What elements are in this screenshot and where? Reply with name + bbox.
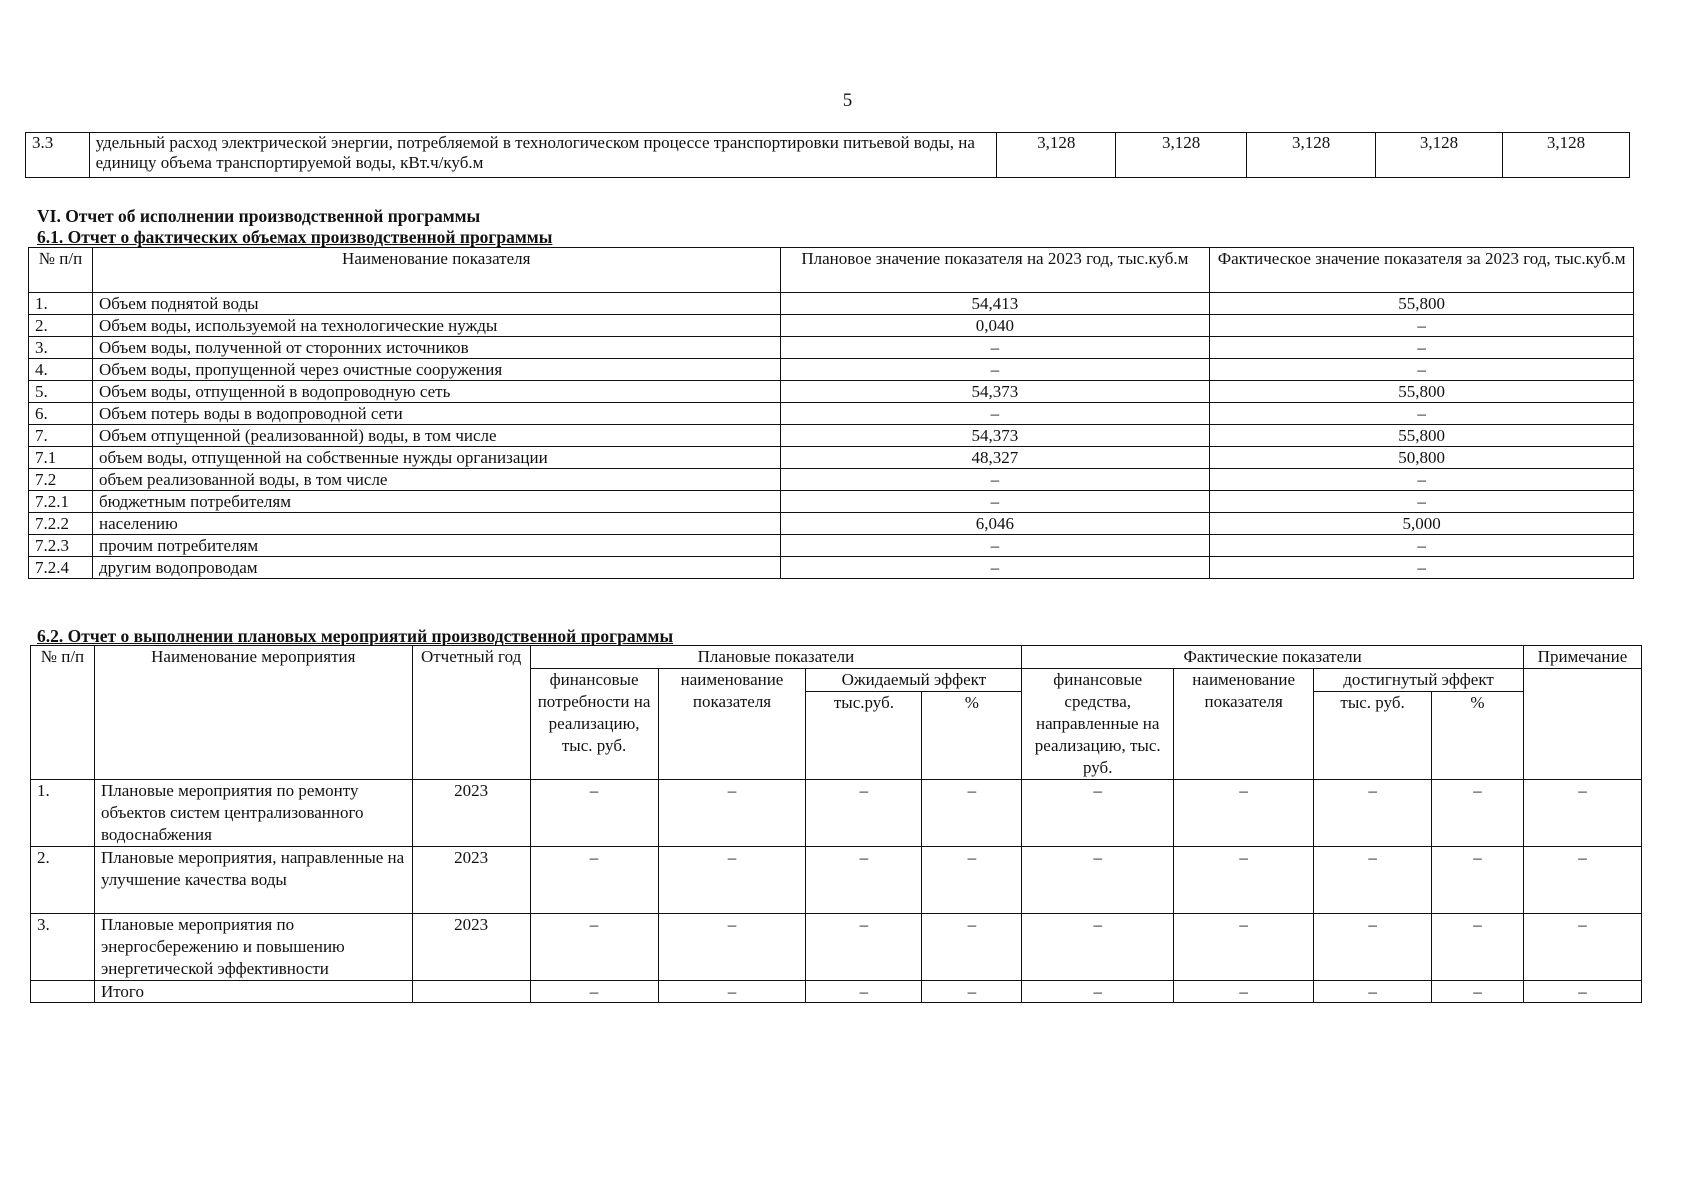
- value-cell: –: [1174, 780, 1314, 847]
- value-cell: –: [806, 780, 922, 847]
- header-num: № п/п: [31, 646, 95, 780]
- value-cell: –: [530, 780, 658, 847]
- report-year: 2023: [412, 847, 530, 914]
- indicator-name: удельный расход электрической энергии, потребляемой в технологическом процессе транспортировки питьевой воды, на единицу объема транспортируемой воды, кВт.ч/куб.м: [89, 133, 997, 178]
- value-cell: –: [922, 847, 1022, 914]
- actual-value: 5,000: [1210, 513, 1634, 535]
- row-number: 7.2: [29, 469, 93, 491]
- table-row: [26, 133, 1630, 178]
- total-row: [31, 981, 1642, 1003]
- table-header-row: [31, 646, 1642, 669]
- value-cell: –: [1174, 981, 1314, 1003]
- indicator-name: Объем отпущенной (реализованной) воды, в том числе: [92, 425, 780, 447]
- table-row: [31, 780, 1642, 847]
- planned-value: 48,327: [780, 447, 1210, 469]
- indicator-name: прочим потребителям: [92, 535, 780, 557]
- value-cell: –: [658, 981, 806, 1003]
- row-number: 7.1: [29, 447, 93, 469]
- header-achieved-effect: достигнутый эффект: [1314, 669, 1524, 692]
- page-number: 5: [842, 90, 853, 111]
- value-cell: –: [806, 981, 922, 1003]
- actual-value: 55,800: [1210, 381, 1634, 403]
- actual-value: –: [1210, 403, 1634, 425]
- header-thous-rub: тыс.руб.: [806, 692, 922, 780]
- header-num: № п/п: [29, 248, 93, 293]
- actual-value: 55,800: [1210, 293, 1634, 315]
- value-cell: 3,128: [1116, 133, 1247, 178]
- activity-name: Плановые мероприятия по энергосбережению и повышению энергетической эффективности: [94, 914, 412, 981]
- indicator-name: Объем воды, используемой на технологические нужды: [92, 315, 780, 337]
- row-number: 2.: [31, 847, 95, 914]
- actual-value: –: [1210, 315, 1634, 337]
- indicator-name: бюджетным потребителям: [92, 491, 780, 513]
- planned-value: –: [780, 359, 1210, 381]
- planned-value: –: [780, 469, 1210, 491]
- subsection-62-title: 6.2. Отчет о выполнении плановых мероприятий производственной программы: [37, 626, 674, 646]
- actual-value: –: [1210, 359, 1634, 381]
- row-number: 7.2.4: [29, 557, 93, 579]
- indicator-name: Объем поднятой воды: [92, 293, 780, 315]
- value-cell: –: [1432, 914, 1524, 981]
- value-cell: 3,128: [1247, 133, 1376, 178]
- report-year: [412, 981, 530, 1003]
- row-number: 1.: [29, 293, 93, 315]
- header-thous-rub-2: тыс. руб.: [1314, 692, 1432, 780]
- indicator-name: Объем воды, пропущенной через очистные сооружения: [92, 359, 780, 381]
- table-row: [29, 403, 1634, 425]
- table-row: [29, 359, 1634, 381]
- header-fin-funds: финансовые средства, направленные на реализацию, тыс. руб.: [1022, 669, 1174, 780]
- activity-name: Плановые мероприятия по ремонту объектов систем централизованного водоснабжения: [94, 780, 412, 847]
- actual-value: –: [1210, 491, 1634, 513]
- row-number: 3.: [31, 914, 95, 981]
- value-cell: –: [1174, 847, 1314, 914]
- header-note: Примечание: [1523, 646, 1641, 669]
- indicator-name: объем реализованной воды, в том числе: [92, 469, 780, 491]
- header-planned: Плановое значение показателя на 2023 год, тыс.куб.м: [780, 248, 1210, 293]
- planned-value: 54,373: [780, 381, 1210, 403]
- row-number: 3.3: [26, 133, 90, 178]
- table-row: [29, 535, 1634, 557]
- table-row: [29, 557, 1634, 579]
- total-label: Итого: [94, 981, 412, 1003]
- header-percent: %: [922, 692, 1022, 780]
- table-row: [29, 315, 1634, 337]
- report-year: 2023: [412, 780, 530, 847]
- header-note-blank: [1523, 669, 1641, 780]
- actual-value: –: [1210, 557, 1634, 579]
- planned-value: 54,373: [780, 425, 1210, 447]
- value-cell: –: [658, 914, 806, 981]
- table-row: [29, 381, 1634, 403]
- value-cell: –: [1432, 981, 1524, 1003]
- planned-value: –: [780, 403, 1210, 425]
- planned-value: 0,040: [780, 315, 1210, 337]
- value-cell: –: [806, 914, 922, 981]
- table-row: [29, 469, 1634, 491]
- indicator-name: Объем воды, полученной от сторонних источников: [92, 337, 780, 359]
- indicator-name: Объем потерь воды в водопроводной сети: [92, 403, 780, 425]
- indicator-name: Объем воды, отпущенной в водопроводную сеть: [92, 381, 780, 403]
- planned-value: –: [780, 535, 1210, 557]
- table-row: [31, 847, 1642, 914]
- value-cell: –: [1314, 981, 1432, 1003]
- row-number: 7.: [29, 425, 93, 447]
- value-cell: –: [1174, 914, 1314, 981]
- planned-value: 54,413: [780, 293, 1210, 315]
- value-cell: –: [1022, 780, 1174, 847]
- planned-value: 6,046: [780, 513, 1210, 535]
- header-planned-group: Плановые показатели: [530, 646, 1022, 669]
- header-expected-effect: Ожидаемый эффект: [806, 669, 1022, 692]
- value-cell: –: [1314, 914, 1432, 981]
- header-actual: Фактическое значение показателя за 2023 год, тыс.куб.м: [1210, 248, 1634, 293]
- table-row: [29, 293, 1634, 315]
- value-cell: –: [806, 847, 922, 914]
- value-cell: –: [1523, 780, 1641, 847]
- activity-name: Плановые мероприятия, направленные на улучшение качества воды: [94, 847, 412, 914]
- section-title: VI. Отчет об исполнении производственной программы: [37, 206, 481, 226]
- table-row: [31, 914, 1642, 981]
- header-fin-needs: финансовые потребности на реализацию, тыс. руб.: [530, 669, 658, 780]
- actual-value: 55,800: [1210, 425, 1634, 447]
- planned-value: –: [780, 491, 1210, 513]
- actual-value: –: [1210, 469, 1634, 491]
- value-cell: 3,128: [1503, 133, 1630, 178]
- table-row: [29, 337, 1634, 359]
- table-row: [29, 425, 1634, 447]
- table-row: [29, 447, 1634, 469]
- table-header-row: [29, 248, 1634, 293]
- planned-activities-table: [30, 645, 1642, 1003]
- header-actual-group: Фактические показатели: [1022, 646, 1524, 669]
- value-cell: –: [1022, 914, 1174, 981]
- row-number: 4.: [29, 359, 93, 381]
- row-number: 7.2.2: [29, 513, 93, 535]
- actual-value: –: [1210, 535, 1634, 557]
- actual-value: –: [1210, 337, 1634, 359]
- header-percent-2: %: [1432, 692, 1524, 780]
- value-cell: –: [1022, 981, 1174, 1003]
- report-year: 2023: [412, 914, 530, 981]
- indicator-name: объем воды, отпущенной на собственные нужды организации: [92, 447, 780, 469]
- value-cell: –: [658, 780, 806, 847]
- header-name: Наименование мероприятия: [94, 646, 412, 780]
- row-number: 5.: [29, 381, 93, 403]
- header-indicator-name-2: наименование показателя: [1174, 669, 1314, 780]
- header-year: Отчетный год: [412, 646, 530, 780]
- row-number: 7.2.3: [29, 535, 93, 557]
- value-cell: –: [922, 914, 1022, 981]
- actual-volumes-table: [28, 247, 1634, 579]
- value-cell: –: [1432, 847, 1524, 914]
- indicator-name: населению: [92, 513, 780, 535]
- value-cell: –: [530, 847, 658, 914]
- row-number: 2.: [29, 315, 93, 337]
- planned-value: –: [780, 557, 1210, 579]
- row-number: 3.: [29, 337, 93, 359]
- value-cell: 3,128: [997, 133, 1116, 178]
- table-row: [29, 513, 1634, 535]
- row-number: 6.: [29, 403, 93, 425]
- value-cell: –: [1314, 847, 1432, 914]
- table-row: [29, 491, 1634, 513]
- value-cell: –: [922, 780, 1022, 847]
- value-cell: –: [1523, 847, 1641, 914]
- row-number: 1.: [31, 780, 95, 847]
- value-cell: –: [658, 847, 806, 914]
- actual-value: 50,800: [1210, 447, 1634, 469]
- value-cell: –: [1432, 780, 1524, 847]
- value-cell: 3,128: [1376, 133, 1503, 178]
- indicator-name: другим водопроводам: [92, 557, 780, 579]
- planned-value: –: [780, 337, 1210, 359]
- row-number: 7.2.1: [29, 491, 93, 513]
- value-cell: –: [530, 914, 658, 981]
- continuation-table: [25, 132, 1630, 178]
- header-name: Наименование показателя: [92, 248, 780, 293]
- value-cell: –: [530, 981, 658, 1003]
- row-number: [31, 981, 95, 1003]
- value-cell: –: [1523, 914, 1641, 981]
- value-cell: –: [922, 981, 1022, 1003]
- header-indicator-name: наименование показателя: [658, 669, 806, 780]
- value-cell: –: [1022, 847, 1174, 914]
- value-cell: –: [1314, 780, 1432, 847]
- value-cell: –: [1523, 981, 1641, 1003]
- subsection-61-title: 6.1. Отчет о фактических объемах производственной программы: [37, 227, 553, 247]
